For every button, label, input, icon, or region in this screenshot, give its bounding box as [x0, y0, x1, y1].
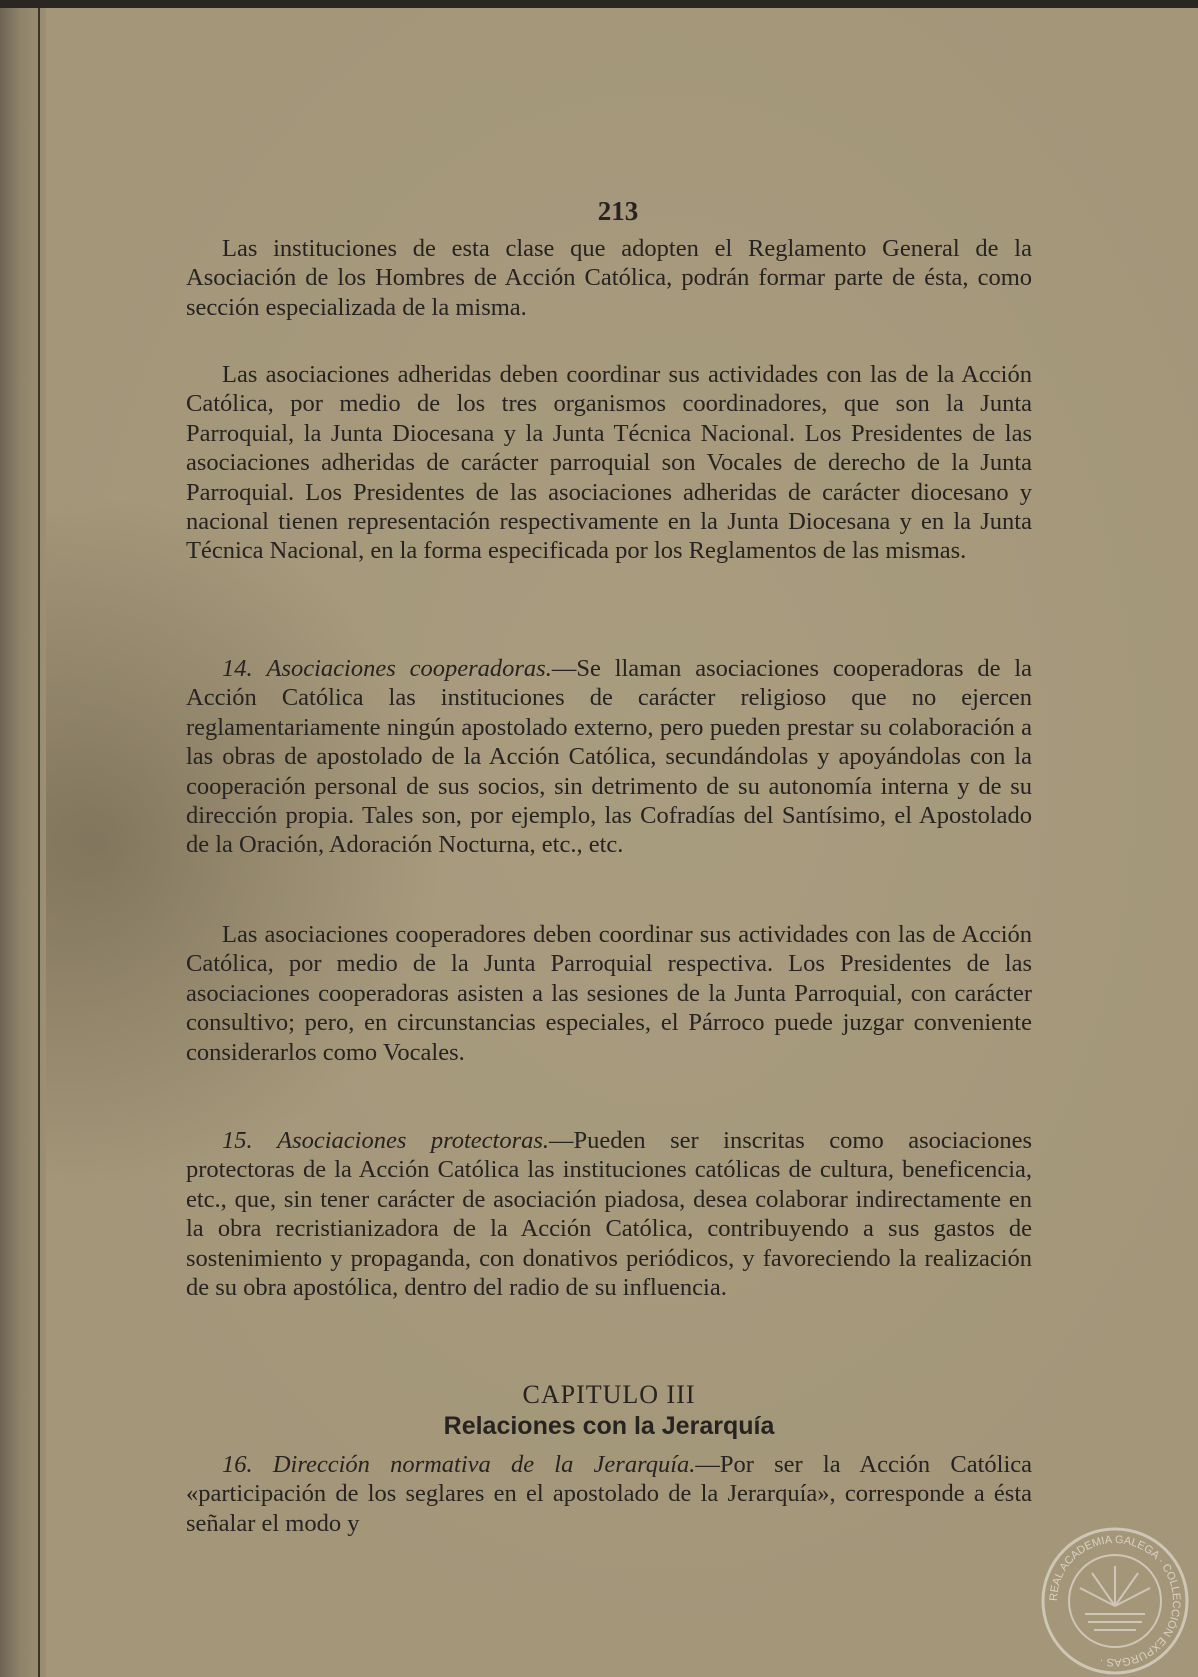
paragraph-text: Las asociaciones cooperadores deben coordinar sus actividades con las de Acción Católica, por medio de la Junta Parroquial respectiva. Los Presidentes de las asociaciones cooperadoras asisten a las sesiones de la Junta Parroquial, con carácter consultivo; pero, en circunstancias especiales, el Párroco puede juzgar conveniente considerarlos como Vocales. — [186, 921, 1032, 1066]
paragraph-16-direccion — [186, 1450, 1032, 1538]
paragraph-text: Las asociaciones adheridas deben coordinar sus actividades con las de la Acción Católica, por medio de los tres organismos coordinadores, que son la Junta Parroquial, la Junta Diocesana y la Junta Técnica Nacional. Los Presidentes de las asociaciones adheridas de carácter parroquial son Vocales de derecho de la Junta Parroquial. Los Presidentes de las asociaciones adheridas de carácter diocesano y nacional tienen representación respectivamente en la Junta Diocesana y en la Junta Técnica Nacional, en la forma especificada por los Reglamentos de las mismas. — [186, 361, 1032, 565]
chapter-title: CAPITULO III — [522, 1380, 696, 1409]
seal-text: REAL ACADEMIA GALEGA · COLLECCIÓN EXPURGAS · — [1047, 1533, 1183, 1669]
section-number: 16. — [222, 1451, 253, 1478]
paragraph-text: Las instituciones de esta clase que adopten el Reglamento General de la Asociación de los Hombres de Acción Católica, podrán formar parte de ésta, como sección especializada de la misma. — [186, 235, 1032, 321]
section-number: 14. — [222, 655, 253, 682]
section-heading: Asociaciones protectoras. — [277, 1127, 550, 1154]
chapter-subtitle: Relaciones con la Jerarquía — [443, 1412, 775, 1440]
sunburst-icon — [1080, 1566, 1150, 1630]
paragraph-14-cooperadoras — [186, 654, 1032, 860]
section-heading: Dirección normativa de la Jerarquía. — [272, 1451, 696, 1478]
paragraph-text: —Por ser la Acción Católica «participación de los seglares en el apostolado de la Jerarquía», corresponde a ésta señalar el modo y — [186, 1451, 1032, 1537]
page-number: 213 — [597, 196, 639, 226]
book-page — [0, 8, 1198, 1677]
section-number: 15. — [222, 1127, 253, 1154]
paragraph-text: —Pueden ser inscritas como asociaciones protectoras de la Acción Católica las instituciones católicas de cultura, beneficencia, etc., que, sin tener carácter de asociación piadosa, desea colaborar indirectamente en la obra recristianizadora de la Acción Católica, contribuyendo a sus gastos de sostenimiento y propaganda, con donativos periódicos, y favoreciendo la realización de su obra apostólica, dentro del radio de su influencia. — [186, 1127, 1033, 1302]
page-text-block — [186, 8, 1032, 1677]
paragraph-text: —Se llaman asociaciones cooperadoras de la Acción Católica las instituciones de carácter religioso que no ejercen reglamentariamente ningún apostolado externo, pero pueden prestar su colaboración a las obras de apostolado de la Acción Católica, secundándolas y apoyándolas con la cooperación personal de sus socios, sin detrimento de su autonomía interna y de su dirección propia. Tales son, por ejemplo, las Cofradías del Santísimo, el Apostolado de la Oración, Adoración Nocturna, etc., etc. — [186, 655, 1032, 859]
section-heading: Asociaciones cooperadoras. — [266, 655, 552, 682]
paragraph-adheridas — [186, 360, 1032, 566]
paragraph-cooperadoras-coordinar — [186, 920, 1032, 1067]
library-seal-stamp — [1040, 1526, 1190, 1676]
paragraph-15-protectoras — [186, 1126, 1032, 1302]
paragraph-intro — [186, 234, 1032, 322]
binding-edge — [38, 8, 40, 1677]
